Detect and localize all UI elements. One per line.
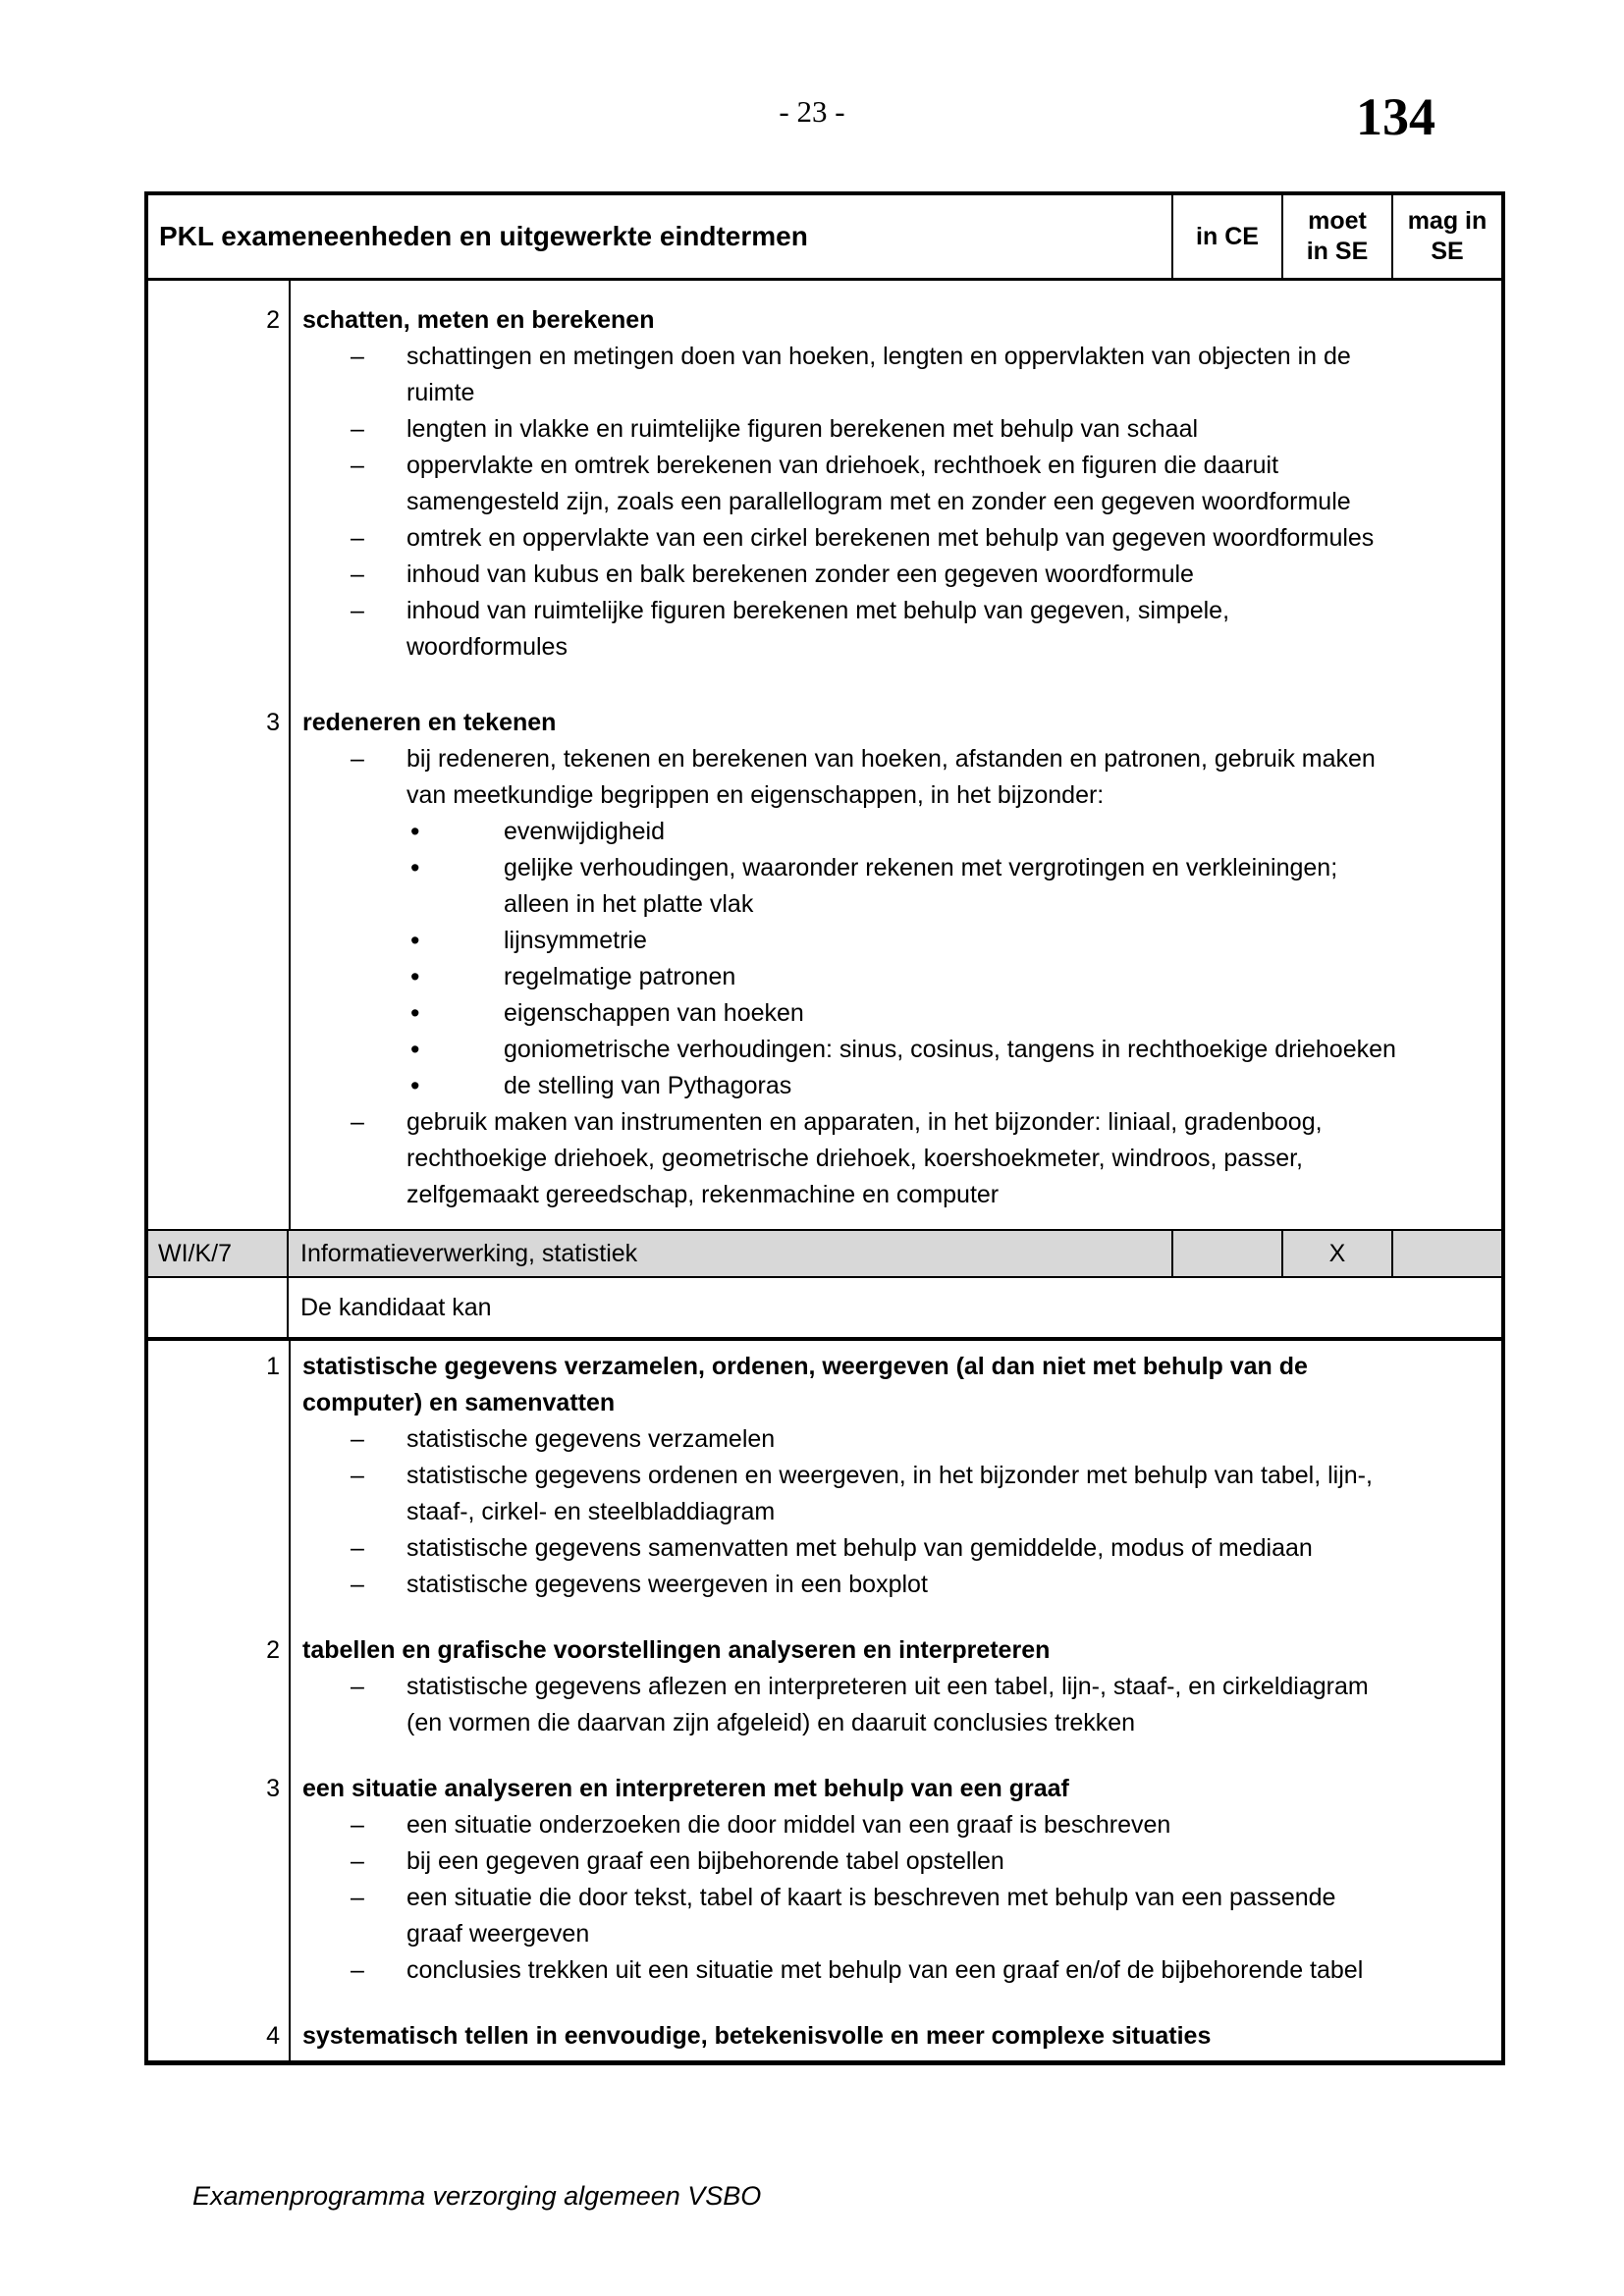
list-item: – statistische gegevens aflezen en interpreteren uit een tabel, lijn-, staaf-, en cirkeldiagram — [291, 1669, 1501, 1705]
list-item: – statistische gegevens samenvatten met behulp van gemiddelde, modus of mediaan — [291, 1530, 1501, 1567]
section-heading: 3 redeneren en tekenen — [291, 705, 1501, 741]
dash-marker: – — [351, 1534, 364, 1562]
sub-list-item: • lijnsymmetrie — [291, 923, 1501, 959]
dash-marker: – — [351, 1571, 364, 1598]
list-item: – inhoud van kubus en balk berekenen zonder een gegeven woordformule — [291, 557, 1501, 593]
list-item: – bij redeneren, tekenen en berekenen van hoeken, afstanden en patronen, gebruik maken — [291, 741, 1501, 777]
exam-unit-code: WI/K/7 — [148, 1231, 289, 1276]
list-item-continuation: graaf weergeven — [406, 1920, 590, 1948]
list-item: – oppervlakte en omtrek berekenen van driehoek, rechthoek en figuren die daaruit — [291, 448, 1501, 484]
dash-marker: – — [351, 524, 364, 552]
sub-list-item: • gelijke verhoudingen, waaronder rekenen met vergrotingen en verkleiningen; — [291, 850, 1501, 886]
section-gap — [291, 1603, 1501, 1632]
list-item: – een situatie onderzoeken die door middel van een graaf is beschreven — [291, 1807, 1501, 1843]
column-header-moet-in-se: moet in SE — [1281, 195, 1391, 278]
section-number: 1 — [266, 1353, 280, 1380]
dash-marker: – — [351, 1884, 364, 1911]
document-footer: Examenprogramma verzorging algemeen VSBO — [192, 2181, 762, 2211]
section-number: 2 — [266, 1636, 280, 1664]
section-number: 3 — [266, 1775, 280, 1802]
dash-marker: – — [351, 1673, 364, 1700]
dash-marker: – — [351, 1108, 364, 1136]
dash-marker: – — [351, 1811, 364, 1839]
column-header-mag-in-se: mag in SE — [1391, 195, 1501, 278]
section-heading: 2 tabellen en grafische voorstellingen analyseren en interpreteren — [291, 1632, 1501, 1669]
bullet-marker: • — [410, 962, 420, 991]
list-item: – bij een gegeven graaf een bijbehorende tabel opstellen — [291, 1843, 1501, 1880]
candidate-row-empty-cell — [148, 1278, 289, 1337]
section-number: 2 — [266, 306, 280, 334]
section-gap — [291, 1989, 1501, 2018]
column-header-in-ce-label: in CE — [1196, 222, 1259, 250]
list-item: – lengten in vlakke en ruimtelijke figuren berekenen met behulp van schaal — [291, 411, 1501, 448]
list-item: – schattingen en metingen doen van hoeken, lengten en oppervlakten van objecten in de — [291, 339, 1501, 375]
table-title: PKL exameneenheden en uitgewerkte eindtermen — [159, 221, 808, 251]
exam-unit-in-ce — [1171, 1231, 1281, 1276]
list-item: – gebruik maken van instrumenten en apparaten, in het bijzonder: liniaal, gradenboog, — [291, 1104, 1501, 1141]
section-heading: 4 systematisch tellen in eenvoudige, betekenisvolle en meer complexe situaties — [291, 2018, 1501, 2055]
bullet-marker: • — [410, 853, 420, 882]
body-block-2 — [148, 1341, 1501, 2060]
exam-unit-mag-in-se — [1391, 1231, 1501, 1276]
list-item: – statistische gegevens ordenen en weergeven, in het bijzonder met behulp van tabel, lijn-, — [291, 1458, 1501, 1494]
dash-marker: – — [351, 1956, 364, 1984]
list-item-continuation: (en vormen die daarvan zijn afgeleid) en daaruit conclusies trekken — [406, 1709, 1136, 1736]
exam-unit-title: Informatieverwerking, statistiek — [300, 1239, 638, 1267]
bullet-marker: • — [410, 926, 420, 955]
list-item-continuation: zelfgemaakt gereedschap, rekenmachine en computer — [406, 1181, 1000, 1208]
section-gap — [291, 666, 1501, 705]
dash-marker: – — [351, 452, 364, 479]
page-number-corner: 134 — [1356, 87, 1435, 146]
dash-marker: – — [351, 597, 364, 624]
section-heading: 1 statistische gegevens verzamelen, ordenen, weergeven (al dan niet met behulp van de — [291, 1349, 1501, 1385]
sub-list-item-continuation: alleen in het platte vlak — [504, 890, 754, 918]
dash-marker: – — [351, 1462, 364, 1489]
exam-terms-table — [144, 191, 1505, 2065]
exam-unit-moet-in-se: X — [1281, 1231, 1391, 1276]
list-item: – statistische gegevens verzamelen — [291, 1421, 1501, 1458]
bullet-marker: • — [410, 1071, 420, 1100]
bullet-marker: • — [410, 817, 420, 846]
section-heading: 3 een situatie analyseren en interpreteren met behulp van een graaf — [291, 1771, 1501, 1807]
sub-list-item: • goniometrische verhoudingen: sinus, cosinus, tangens in rechthoekige driehoeken — [291, 1032, 1501, 1068]
column-header-in-ce — [1171, 195, 1281, 278]
exam-unit-row — [148, 1229, 1501, 1278]
dash-marker: – — [351, 1425, 364, 1453]
section-number: 3 — [266, 709, 280, 736]
dash-marker: – — [351, 561, 364, 588]
dash-marker: – — [351, 1847, 364, 1875]
list-item: – statistische gegevens weergeven in een boxplot — [291, 1567, 1501, 1603]
list-item-continuation: staaf-, cirkel- en steelbladdiagram — [406, 1498, 776, 1525]
body-block-1 — [148, 281, 1501, 1229]
list-item: – omtrek en oppervlakte van een cirkel berekenen met behulp van gegeven woordformules — [291, 520, 1501, 557]
sub-list-item: • de stelling van Pythagoras — [291, 1068, 1501, 1104]
list-item: – een situatie die door tekst, tabel of kaart is beschreven met behulp van een passende — [291, 1880, 1501, 1916]
dash-marker: – — [351, 343, 364, 370]
list-item: – inhoud van ruimtelijke figuren berekenen met behulp van gegeven, simpele, — [291, 593, 1501, 629]
bullet-marker: • — [410, 998, 420, 1028]
section-heading: 2 schatten, meten en berekenen — [291, 302, 1501, 339]
page-number-center: - 23 - — [779, 94, 845, 129]
list-item-continuation: woordformules — [406, 633, 568, 661]
bullet-marker: • — [410, 1035, 420, 1064]
sub-list-item: • eigenschappen van hoeken — [291, 995, 1501, 1032]
section-gap — [291, 1741, 1501, 1771]
dash-marker: – — [351, 745, 364, 773]
table-header-row — [148, 195, 1501, 281]
list-item-continuation: rechthoekige driehoek, geometrische driehoek, koershoekmeter, windroos, passer, — [406, 1145, 1304, 1172]
list-item-continuation: van meetkundige begrippen en eigenschappen, in het bijzonder: — [406, 781, 1105, 809]
dash-marker: – — [351, 415, 364, 443]
list-item-continuation: ruimte — [406, 379, 475, 406]
sub-list-item: • evenwijdigheid — [291, 814, 1501, 850]
sub-list-item: • regelmatige patronen — [291, 959, 1501, 995]
list-item: – conclusies trekken uit een situatie met behulp van een graaf en/of de bijbehorende tabel — [291, 1952, 1501, 1989]
section-heading-continuation: computer) en samenvatten — [302, 1389, 616, 1416]
section-number: 4 — [266, 2022, 280, 2050]
candidate-row — [148, 1278, 1501, 1341]
candidate-row-text: De kandidaat kan — [300, 1293, 492, 1321]
list-item-continuation: samengesteld zijn, zoals een parallellogram met en zonder een gegeven woordformule — [406, 488, 1351, 515]
